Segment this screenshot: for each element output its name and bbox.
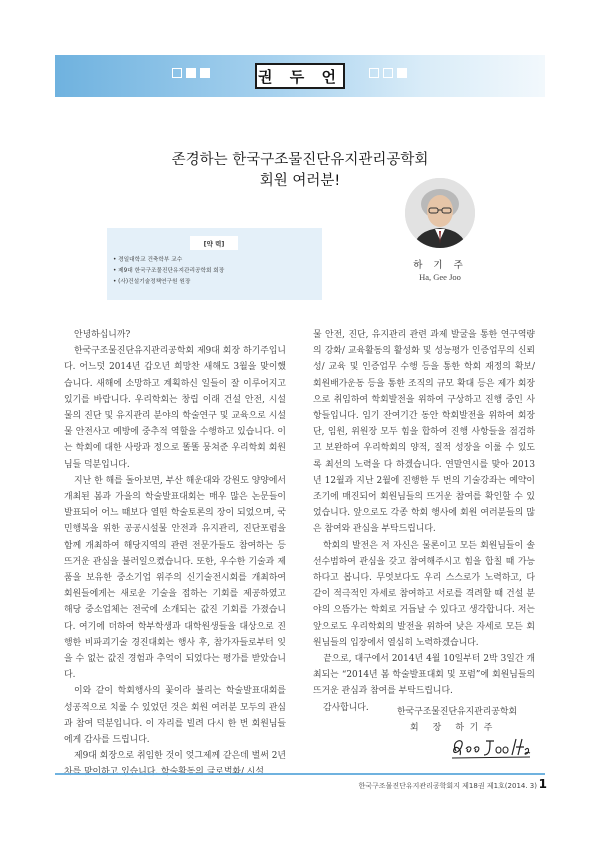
paragraph: 학회의 발전은 저 자신은 물론이고 모든 회원님들이 솔선수범하여 관심을 갖고 참여해주시고 힘을 합칠 때 가능하다고 봅니다. 무엇보다도 우리 스스로가 노력하고, 다 같이 적극적인 자세로 참여하고 서로를 격려할 때 건설 분야의 으뜸가는 학회로 거듭날 수 있다고 생각합니다. 저는 앞으로도 우리학회의 발전을 위하여 낮은 자세로 모든 회원님들의 입장에서 열심히 노력하겠습니다.	[313, 540, 535, 648]
body-column-right	[313, 327, 535, 716]
author-name-english: Ha, Gee Joo	[419, 272, 461, 282]
paragraph: 제9대 회장으로 취임한 것이 엊그제께 같은데 벌써 2년	[74, 751, 286, 762]
paragraph: 한국구조물진단유지관리공학회 제9대 회장 하기주입니다. 어느덧 2014년 갑오년 희망찬 새해도 3월을 맞이했습니다. 새해에 소망하고 계획하신 일들이 잘 이루어지고 있기를 바랍니다. 우리학회는 창립 이래 건설 안전, 시설물의 진단 및 유지관리 분야의 학술연구 및 교육으로 시설물 안전사고 예방에 중추적 역할을 수행하고 있습니다. 이는 학회에 대한 사랑과 정으로 똘똘 뭉쳐준 우리학회 회원님들 덕분입니다.	[64, 346, 286, 470]
paragraph: 물 안전, 진단, 유지관리 관련 과제 발굴을 통한 연구역량의 강화/ 교육활동의 활성화 및 성능평가 인증업무의 신뢰성/ 교육 및 인증업무 수행 등을 통한 학회 재정의 확보/ 회원배가운동 등을 통한 조직의 규모 확대 등은 제가 회장으로 취임하여 학회발전을 위하여 구상하고 진행 중인 사항들입니다. 임기 잔여기간 동안 학회발전을 위하여 회장단, 임원, 위원장 모두 힘을 합하여 진행 사항들을 점검하고 보완하여 우리학회의 양적, 질적 성장을 이룰 수 있도록 최선의 노력을 다 하겠습니다. 연말연시를 맞아 2013년 12월과 지난 2월에 진행한 두 번의 기술강좌는 예약이 조기에 매진되어 회원님들의 뜨거운 참여를 확인할 수 있었습니다. 앞으로도 각종 학회 행사에 회원 여러분들의 많은 참여와 관심을 부탁드립니다.	[313, 330, 535, 535]
career-list	[113, 255, 224, 288]
career-tag: [약 력]	[190, 236, 238, 250]
headline-line-2: 회원 여러분!	[259, 173, 341, 189]
author-name-korean: 하 기 주	[413, 260, 467, 271]
footer-rule	[55, 773, 545, 775]
paragraph: 감사합니다.	[323, 702, 369, 713]
career-item: • 경일대학교 건축학부 교수	[113, 257, 183, 263]
body-column-left	[64, 327, 286, 781]
headline-line-1: 존경하는 한국구조물진단유지관리공학회	[171, 152, 429, 168]
career-box	[107, 228, 322, 300]
paragraph: 안녕하십니까?	[74, 330, 131, 340]
career-item: • 제9대 한국구조물진단유지관리공학회 회장	[113, 268, 225, 274]
career-item: • (사)건설기술정책연구원 원장	[113, 279, 191, 285]
journal-citation: 한국구조물진단유지관리공학회지 제18권 제1호(2014. 3)	[358, 782, 537, 790]
section-title: 권 두 언	[255, 63, 345, 89]
signoff-organization: 한국구조물진단유지관리공학회	[397, 707, 518, 717]
page-number: 1	[538, 777, 547, 791]
signature	[446, 735, 532, 761]
paragraph: 이와 같이 학회행사의 꽃이라 불리는 학술발표대회를 성공적으로 치룰 수 있었던 것은 회원 여러분 모두의 관심과 참여 덕분입니다. 이 자리를 빌려 다시 한 번 회원님들에게 감사를 드립니다.	[64, 686, 286, 746]
paragraph: 지난 한 해를 돌아보면, 부산 해운대와 강원도 양양에서 개최된 봄과 가을의 학술발표대회는 매우 많은 논문들이 발표되어 어느 때보다 열띤 학술토론의 장이 되었으며, 국민행복을 위한 공공시설물 안전과 유지관리, 진단포럼을 함께 개최하여 해당지역의 관련 전문가들도 참여하는 등 뜨거운 관심을 불러일으켰습니다. 또한, 우수한 기술과 제품을 보유한 중소기업 위주의 신기술전시회를 개최하여 회원들에게는 새로운 기술을 접하는 기회를 제공하였고 해당 중소업체는 전국에 소개되는 값진 기회를 가졌습니다. 여기에 더하여 학부학생과 대학원생들을 대상으로 진행한 비파괴기술 경진대회는 행사 후, 참가자들로부터 잊을 수 없는 값진 경험과 추억이 되었다는 평가를 받았습니다.	[64, 475, 286, 681]
author-portrait	[405, 178, 475, 248]
paragraph: 끝으로, 대구에서 2014년 4월 10일부터 2박 3일간 개최되는 “2014년 봄 학술발표대회 및 포럼”에 회원님들의 뜨거운 관심과 참여를 부탁드립니다.	[313, 654, 535, 697]
signoff-title: 회 장 하 기 주	[410, 723, 493, 733]
